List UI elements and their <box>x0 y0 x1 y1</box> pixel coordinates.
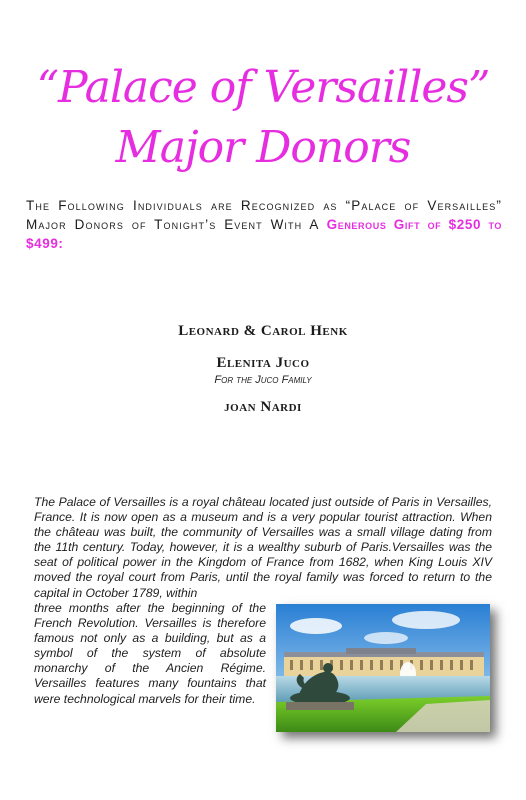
description-paragraph-wrapped: three months after the beginning of the French Revolution. Versailles is therefore famous not only as a building, but as a symbol of the system of absolute monarchy of the Ancien Régime. Versailles features many fountains that were technological marvels for their time. <box>34 601 266 706</box>
intro-highlight: Generous Gift of $250 to $499: <box>26 217 503 251</box>
donor-name: joan Nardi <box>224 399 302 415</box>
donor-name: Leonard & Carol Henk <box>178 323 348 339</box>
donor-note: For the Juco Family <box>214 374 312 386</box>
title-line-2: Major Donors <box>115 122 411 173</box>
intro-text <box>26 196 502 253</box>
donor-name: Elenita Juco <box>216 355 310 371</box>
intro-body: The Following Individuals are Recognized as “Palace of Versailles” Major Donors of Tonight’s Event With A <box>26 198 502 232</box>
title-line-1: “Palace of Versailles” <box>36 62 490 113</box>
versailles-photo-image <box>276 604 490 732</box>
description-paragraph: The Palace of Versailles is a royal château located just outside of Paris in Versailles, France. It is now open as a museum and is a very popular tourist attraction. When the château was built, the community of Versailles was a small village dating from the 11th century. Today, however, it is a wealthy suburb of Paris.Versailles was the seat of political power in the Kingdom of France from 1682, when King Louis XIV moved the royal court from Paris, until the royal family was forced to return to the capital in October 1789, within <box>34 495 492 600</box>
versailles-photo <box>276 604 490 732</box>
